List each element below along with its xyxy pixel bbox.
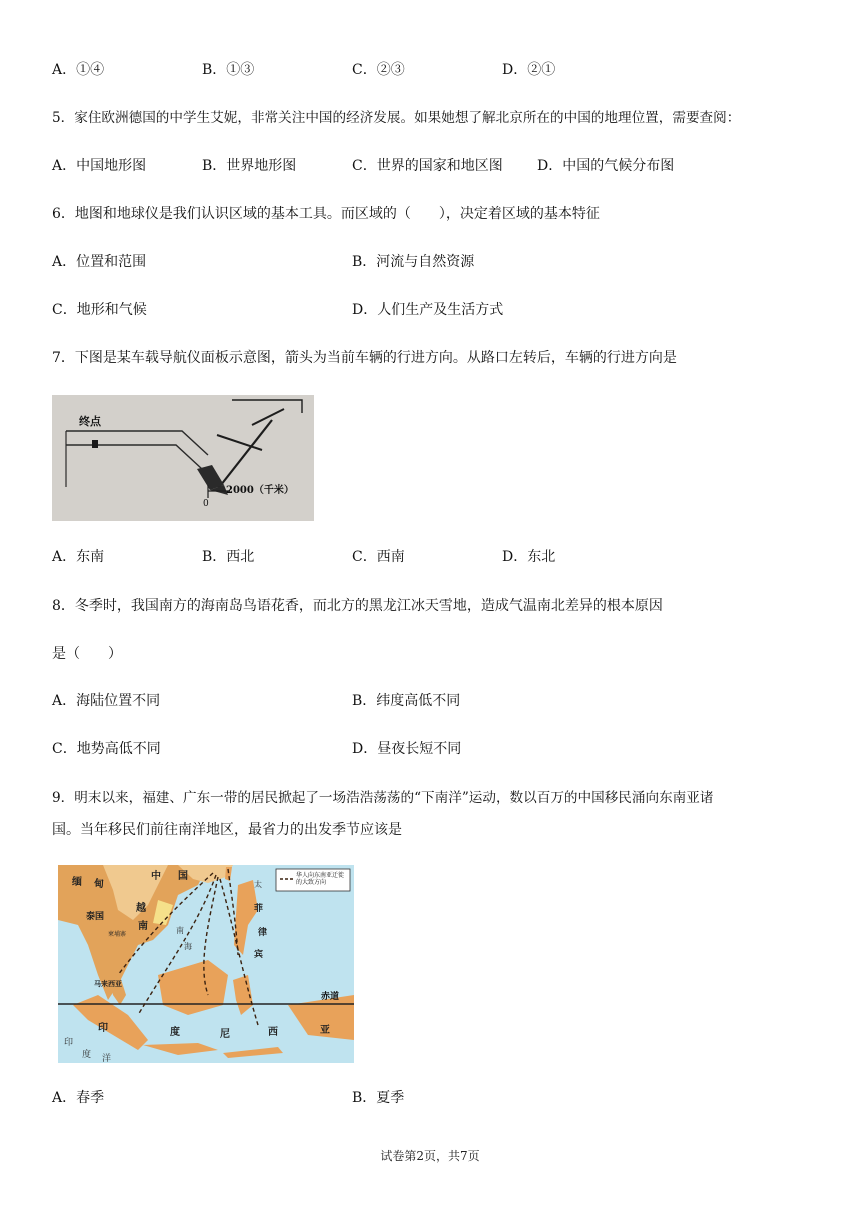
end-point-label: 终点 bbox=[79, 415, 101, 428]
q8-option-b: B．纬度高低不同 bbox=[352, 693, 461, 709]
map-label-indian-ocean-2: 度 bbox=[82, 1050, 92, 1060]
q9-stem-line-1: 9．明末以来，福建、广东一带的居民掀起了一场浩浩荡荡的“下南洋”运动，数以百万的中国移民涌向东南亚诸 bbox=[52, 790, 714, 806]
map-label-pacific: 太 bbox=[254, 880, 262, 889]
map-label-philippines-2: 律 bbox=[258, 928, 268, 938]
q6-option-a: A．位置和范围 bbox=[52, 254, 147, 270]
q4-option-d: D．②① bbox=[502, 62, 556, 78]
map-label-indian-ocean-3: 洋 bbox=[102, 1054, 112, 1063]
page-footer: 试卷第2页，共7页 bbox=[380, 1149, 480, 1163]
map-label-philippines-3: 宾 bbox=[254, 950, 264, 960]
q6-option-c: C．地形和气候 bbox=[52, 302, 147, 318]
map-label-indonesia-4: 西 bbox=[268, 1027, 278, 1038]
legend-text: 华人向东南亚迁徙的大致方向 bbox=[296, 872, 345, 886]
q8-option-a: A．海陆位置不同 bbox=[52, 693, 161, 709]
q4-option-c: C．②③ bbox=[352, 62, 405, 78]
q8-stem-line-2: 是（ ） bbox=[52, 646, 122, 662]
navigation-panel-figure bbox=[52, 395, 314, 521]
q5-option-d: D．中国的气候分布图 bbox=[537, 158, 675, 174]
map-label-vietnam-1: 越 bbox=[136, 903, 146, 914]
q7-option-c: C．西南 bbox=[352, 549, 405, 565]
q5-option-b: B．世界地形图 bbox=[202, 158, 297, 174]
q8-option-d: D．昼夜长短不同 bbox=[352, 741, 462, 757]
map-label-indonesia-1: 印 bbox=[98, 1023, 108, 1034]
q7-option-a: A．东南 bbox=[52, 549, 105, 565]
map-label-indonesia-3: 尼 bbox=[220, 1029, 230, 1040]
q5-stem: 5．家住欧洲德国的中学生艾妮，非常关注中国的经济发展。如果她想了解北京所在的中国的地理位置，需要查阅： bbox=[52, 110, 741, 126]
q6-stem: 6．地图和地球仪是我们认识区域的基本工具。而区域的（ ），决定着区域的基本特征 bbox=[52, 206, 600, 222]
map-label-south-sea-1: 南 bbox=[176, 926, 184, 935]
map-label-burma-1: 缅 bbox=[72, 877, 82, 888]
q7-option-d: D．东北 bbox=[502, 549, 556, 565]
equator-label: 赤道 bbox=[321, 992, 340, 1002]
map-label-china-1: 中 bbox=[151, 871, 161, 882]
map-label-south-sea-2: 海 bbox=[184, 942, 192, 951]
q4-option-b: B．①③ bbox=[202, 62, 255, 78]
q8-stem-line-1: 8．冬季时，我国南方的海南岛鸟语花香，而北方的黑龙江冰天雪地，造成气温南北差异的根本原因 bbox=[52, 598, 663, 614]
scale-zero-label: 0 bbox=[203, 499, 209, 509]
map-label-indian-ocean-1: 印 bbox=[64, 1038, 74, 1048]
map-label-indonesia-5: 亚 bbox=[320, 1025, 330, 1036]
map-label-vietnam-2: 南 bbox=[138, 921, 148, 932]
map-label-cambodia: 柬埔寨 bbox=[108, 931, 127, 938]
q5-option-c: C．世界的国家和地区图 bbox=[352, 158, 503, 174]
map-label-indonesia-2: 度 bbox=[170, 1027, 180, 1038]
q9-stem-line-2: 国。当年移民们前往南洋地区，最省力的出发季节应该是 bbox=[52, 822, 402, 838]
q6-option-d: D．人们生产及生活方式 bbox=[352, 302, 504, 318]
map-label-thailand: 泰国 bbox=[86, 912, 105, 922]
q6-option-b: B．河流与自然资源 bbox=[352, 254, 475, 270]
q9-option-a: A．春季 bbox=[52, 1090, 105, 1106]
map-label-burma-2: 甸 bbox=[94, 879, 104, 890]
map-label-china-2: 国 bbox=[178, 871, 188, 882]
q9-option-b: B．夏季 bbox=[352, 1090, 405, 1106]
q4-option-a: A．①④ bbox=[52, 62, 105, 78]
q7-stem: 7．下图是某车载导航仪面板示意图，箭头为当前车辆的行进方向。从路口左转后，车辆的行进方向是 bbox=[52, 350, 677, 366]
southeast-asia-map bbox=[58, 865, 354, 1063]
q5-option-a: A．中国地形图 bbox=[52, 158, 147, 174]
q8-option-c: C．地势高低不同 bbox=[52, 741, 161, 757]
map-label-malaysia: 马来西亚 bbox=[94, 979, 122, 988]
scale-label: 2000（千米） bbox=[226, 485, 294, 496]
q7-option-b: B．西北 bbox=[202, 549, 255, 565]
map-label-philippines-1: 菲 bbox=[254, 904, 264, 914]
